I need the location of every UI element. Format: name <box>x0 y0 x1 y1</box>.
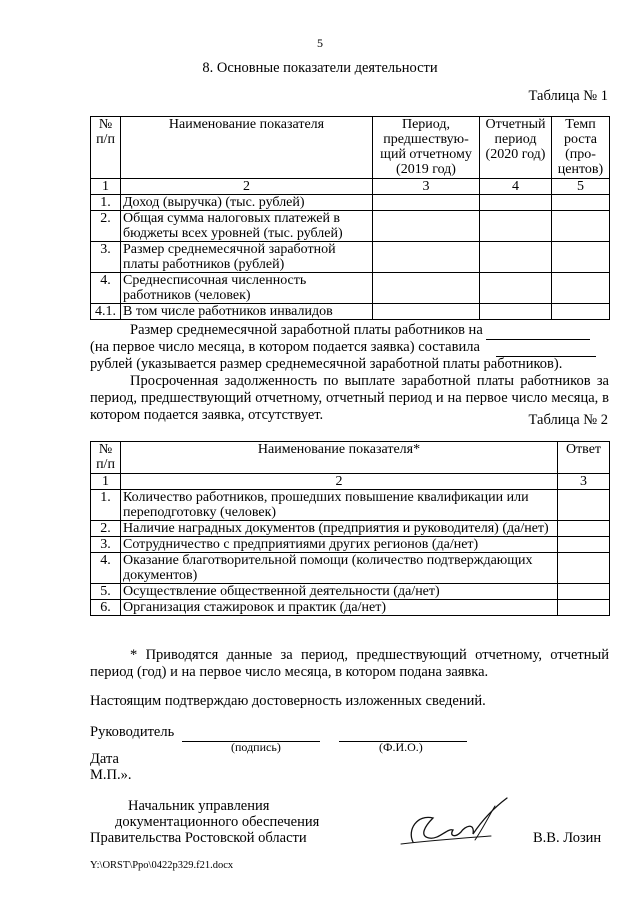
table-row <box>91 553 610 584</box>
row-name: Осуществление общественной деятельности (да/нет) <box>121 584 558 600</box>
value-cell[interactable] <box>373 195 480 211</box>
value-cell[interactable] <box>552 242 610 273</box>
row-name: В том числе работников инвалидов <box>121 304 373 320</box>
answer-cell[interactable] <box>558 521 610 537</box>
salary-amount-field[interactable] <box>496 339 596 357</box>
header-name: Наименование показателя* <box>121 442 558 474</box>
index-row <box>91 474 610 490</box>
row-num: 3. <box>91 537 121 553</box>
answer-cell[interactable] <box>558 600 610 616</box>
header-num: № п/п <box>91 117 121 179</box>
value-cell[interactable] <box>480 195 552 211</box>
index-cell: 2 <box>121 474 558 490</box>
page-number: 5 <box>317 36 323 50</box>
table2-caption: Таблица № 2 <box>528 412 608 428</box>
row-name: Организация стажировок и практик (да/нет) <box>121 600 558 616</box>
signature-caption: (подпись) <box>231 740 281 754</box>
salary-date-field[interactable] <box>486 322 590 340</box>
header-report-period: Отчетный период (2020 год) <box>480 117 552 179</box>
date-label: Дата <box>90 751 119 767</box>
header-name: Наименование показателя <box>121 117 373 179</box>
table-row <box>91 273 610 304</box>
value-cell[interactable] <box>552 195 610 211</box>
answer-cell[interactable] <box>558 584 610 600</box>
value-cell[interactable] <box>552 304 610 320</box>
value-cell[interactable] <box>480 242 552 273</box>
row-num: 1. <box>91 490 121 521</box>
value-cell[interactable] <box>373 242 480 273</box>
chief-name: В.В. Лозин <box>533 830 602 846</box>
table-row <box>91 242 610 273</box>
row-name: Доход (выручка) (тыс. рублей) <box>121 195 373 211</box>
row-num: 3. <box>91 242 121 273</box>
row-name: Среднесписочная численность работников (человек) <box>121 273 373 304</box>
table-header-row <box>91 117 610 179</box>
row-name: Наличие наградных документов (предприятия и руководителя) (да/нет) <box>121 521 558 537</box>
index-row <box>91 179 610 195</box>
debt-paragraph: Просроченная задолженность по выплате заработной платы работников за период, предшествующий отчетному, отчетный период и на первое число месяца, в котором подается заявка, отсутствует. <box>90 373 609 423</box>
chief-line2: документационного обеспечения <box>115 814 320 830</box>
salary-line2 <box>90 339 596 357</box>
value-cell[interactable] <box>480 273 552 304</box>
table-row <box>91 521 610 537</box>
handwritten-signature <box>395 792 520 852</box>
section-title: 8. Основные показатели деятельности <box>202 60 438 76</box>
value-cell[interactable] <box>480 304 552 320</box>
salary-line1 <box>130 322 590 340</box>
index-cell: 2 <box>121 179 373 195</box>
value-cell[interactable] <box>373 304 480 320</box>
salary-line1-text: Размер среднемесячной заработной платы работников на <box>130 322 483 338</box>
answer-cell[interactable] <box>558 490 610 521</box>
row-name: Сотрудничество с предприятиями других регионов (да/нет) <box>121 537 558 553</box>
fio-caption: (Ф.И.О.) <box>379 740 423 754</box>
row-name: Общая сумма налоговых платежей в бюджеты всех уровней (тыс. рублей) <box>121 211 373 242</box>
index-cell: 1 <box>91 474 121 490</box>
row-name: Количество работников, прошедших повышение квалификации или переподготовку (человек) <box>121 490 558 521</box>
confirm-text: Настоящим подтверждаю достоверность изложенных сведений. <box>90 693 486 709</box>
value-cell[interactable] <box>480 211 552 242</box>
footnote: * Приводятся данные за период, предшествующий отчетному, отчетный период (год) и на первое число месяца, в котором подана заявка. <box>90 647 609 680</box>
value-cell[interactable] <box>552 211 610 242</box>
chief-line1: Начальник управления <box>128 798 270 814</box>
index-cell: 3 <box>558 474 610 490</box>
row-num: 4. <box>91 273 121 304</box>
index-cell: 4 <box>480 179 552 195</box>
questions-table <box>90 441 610 616</box>
table-header-row <box>91 442 610 474</box>
index-cell: 5 <box>552 179 610 195</box>
value-cell[interactable] <box>373 211 480 242</box>
row-num: 4.1. <box>91 304 121 320</box>
header-answer: Ответ <box>558 442 610 474</box>
row-num: 5. <box>91 584 121 600</box>
row-num: 2. <box>91 211 121 242</box>
row-num: 2. <box>91 521 121 537</box>
salary-line3: рублей (указывается размер среднемесячной заработной платы работников). <box>90 356 563 372</box>
row-name: Оказание благотворительной помощи (количество подтверждающих документов) <box>121 553 558 584</box>
table-row <box>91 490 610 521</box>
header-num: № п/п <box>91 442 121 474</box>
value-cell[interactable] <box>552 273 610 304</box>
row-num: 1. <box>91 195 121 211</box>
file-path: Y:\ORST\Ppo\0422p329.f21.docx <box>90 860 234 871</box>
table-row <box>91 584 610 600</box>
index-cell: 3 <box>373 179 480 195</box>
answer-cell[interactable] <box>558 553 610 584</box>
stamp-label: М.П.». <box>90 767 132 783</box>
row-num: 6. <box>91 600 121 616</box>
index-cell: 1 <box>91 179 121 195</box>
table-row <box>91 195 610 211</box>
answer-cell[interactable] <box>558 537 610 553</box>
salary-line2-text: (на первое число месяца, в котором подается заявка) составила <box>90 339 480 355</box>
chief-line3: Правительства Ростовской области <box>90 830 307 846</box>
table1-caption: Таблица № 1 <box>528 88 608 104</box>
table-row <box>91 211 610 242</box>
row-num: 4. <box>91 553 121 584</box>
row-name: Размер среднемесячной заработной платы работников (рублей) <box>121 242 373 273</box>
table-row <box>91 537 610 553</box>
header-growth: Темп роста (про-центов) <box>552 117 610 179</box>
table-row <box>91 600 610 616</box>
header-prev-period: Период, предшествую-щий отчетному (2019 год) <box>373 117 480 179</box>
head-label: Руководитель <box>90 724 175 740</box>
table-row <box>91 304 610 320</box>
indicators-table <box>90 116 610 320</box>
value-cell[interactable] <box>373 273 480 304</box>
